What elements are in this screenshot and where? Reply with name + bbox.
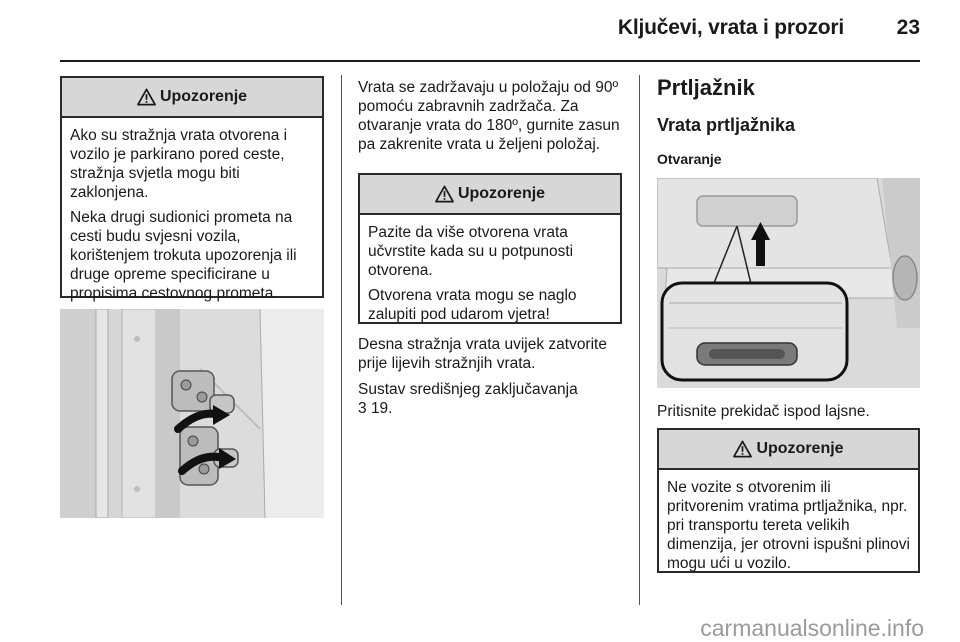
door-hinge-drawing [60,309,324,518]
column-divider-left [341,75,342,605]
header-rule [60,60,920,62]
central-locking-text: Sustav središnjeg zaključavanja [358,381,578,398]
warning-paragraph: Neka drugi sudionici prometa na cesti budu svjesni vozila, korištenjem trokuta upozorenja ili druge opreme specificirane u propisima cestovnog prometa. [70,209,297,302]
warning-title: Upozorenje [457,185,546,202]
warning-triangle-icon [733,440,752,458]
warning-paragraph: Ako su stražnja vrata otvorena i vozilo je parkirano pored ceste, stražnja svjetla mogu biti zaklonjena. [70,127,288,201]
warning-box-middle [358,173,622,324]
warning-body [360,215,620,336]
warning-box-left [60,76,324,302]
warning-triangle-icon [137,88,156,106]
warning-box-right [657,428,920,573]
subsection-title: Vrata prtljažnika [657,115,796,135]
warning-title: Upozorenje [159,88,248,105]
warning-paragraph: Otvorena vrata mogu se naglo zalupiti pod udarom vjetra! [368,287,577,323]
warning-body [62,118,322,315]
middle-body-text [358,335,622,425]
intro-text: Vrata se zadržavaju u položaju od 90º pomoću zabravnih zadržača. Za otvaranje vrata do 180º, gurnite zasun pa zakrenite vrata u željeni položaj. [358,79,620,153]
warning-title: Upozorenje [756,440,844,457]
page-number: 23 [896,16,920,39]
page-reference-link[interactable]: 19. [370,400,393,417]
warning-paragraph: Pazite da više otvorena vrata učvrstite kada su u potpunosti otvorena. [368,224,574,279]
caption-text: Pritisnite prekidač ispod lajsne. [657,403,870,420]
door-hinge-illustration [60,309,324,518]
section-title: Prtljažnik [657,75,755,100]
column-divider-right [639,75,640,605]
tailgate-illustration [657,178,920,388]
caption [657,402,920,428]
warning-body [659,470,918,585]
watermark: carmanualsonline.info [700,615,924,641]
warning-header [659,430,918,470]
subsubsection-title: Otvaranje [657,151,722,167]
tailgate-drawing [657,178,920,388]
intro-paragraph [358,78,622,161]
warning-triangle-icon [435,185,454,203]
central-locking-paragraph [358,380,622,418]
warning-header [62,78,322,118]
rear-doors-paragraph: Desna stražnja vrata uvijek zatvorite prije lijevih stražnjih vrata. [358,336,607,372]
warning-header [360,175,620,215]
page-header-title: Ključevi, vrata i prozori [617,16,844,39]
warning-paragraph: Ne vozite s otvorenim ili pritvorenim vratima prtljažnika, npr. pri transportu tereta velikih dimenzija, jer otrovni ispušni plinovi mogu ući u vozilo. [667,479,910,572]
arrow-reference-icon: 3 [358,400,367,417]
